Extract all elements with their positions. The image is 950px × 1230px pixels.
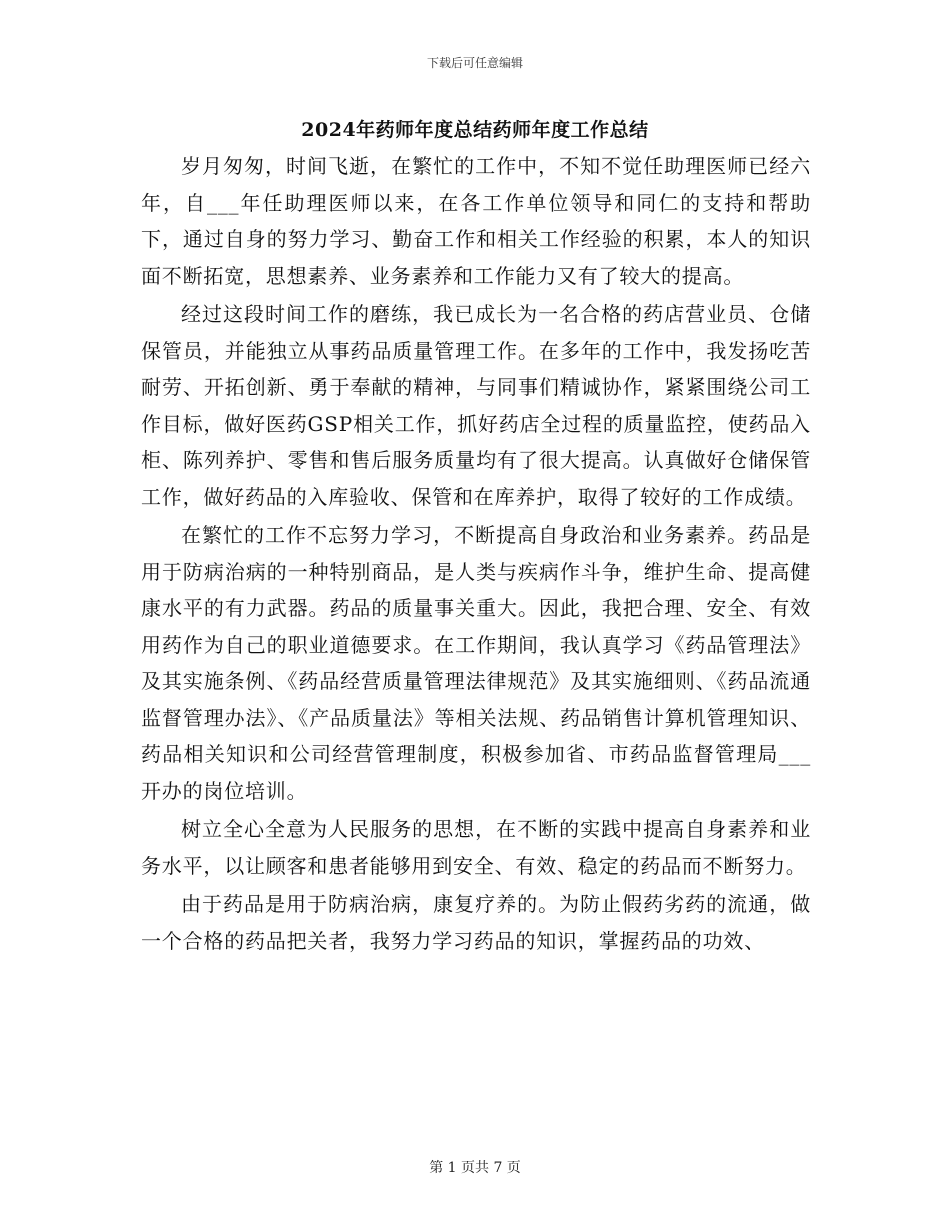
paragraph: 由于药品是用于防病治病，康复疗养的。为防止假药劣药的流通，做一个合格的药品把关者，我努力学习药品的知识，掌握药品的功效、 <box>141 892 811 953</box>
paragraph: 在繁忙的工作不忘努力学习，不断提高自身政治和业务素养。药品是用于防病治病的一种特别商品，是人类与疾病作斗争，维护生命、提高健康水平的有力武器。药品的质量事关重大。因此，我把合理、安全、有效用药作为自己的职业道德要求。在工作期间，我认真学习《药品管理法》及其实施条例、《药品经营质量管理法律规范》及其实施细则、《药品流通监督管理办法》、《产品质量法》等相关法规、药品销售计算机管理知识、药品相关知识和公司经营管理制度，积极参加省、市药品监督管理局___开办的岗位培训。 <box>141 523 811 803</box>
document-body <box>141 148 811 961</box>
header-note: 下载后可任意编辑 <box>426 56 523 70</box>
paragraph: 经过这段时间工作的磨练，我已成长为一名合格的药店营业员、仓储保管员，并能独立从事药品质量管理工作。在多年的工作中，我发扬吃苦耐劳、开拓创新、勇于奉献的精神，与同事们精诚协作，紧紧围绕公司工作目标，做好医药GSP相关工作，抓好药店全过程的质量监控，使药品入柜、陈列养护、零售和售后服务质量均有了很大提高。认真做好仓储保管工作，做好药品的入库验收、保管和在库养护，取得了较好的工作成绩。 <box>141 302 811 509</box>
paragraph: 岁月匆匆，时间飞逝，在繁忙的工作中，不知不觉任助理医师已经六年，自___年任助理医师以来，在各工作单位领导和同仁的支持和帮助下，通过自身的努力学习、勤奋工作和相关工作经验的积累，本人的知识面不断拓宽，思想素养、业务素养和工作能力又有了较大的提高。 <box>141 154 811 288</box>
page-number: 第 1 页共 7 页 <box>429 1160 521 1176</box>
paragraph: 树立全心全意为人民服务的思想，在不断的实践中提高自身素养和业务水平，以让顾客和患者能够用到安全、有效、稳定的药品而不断努力。 <box>141 817 811 878</box>
document-title: 2024年药师年度总结药师年度工作总结 <box>301 119 649 141</box>
